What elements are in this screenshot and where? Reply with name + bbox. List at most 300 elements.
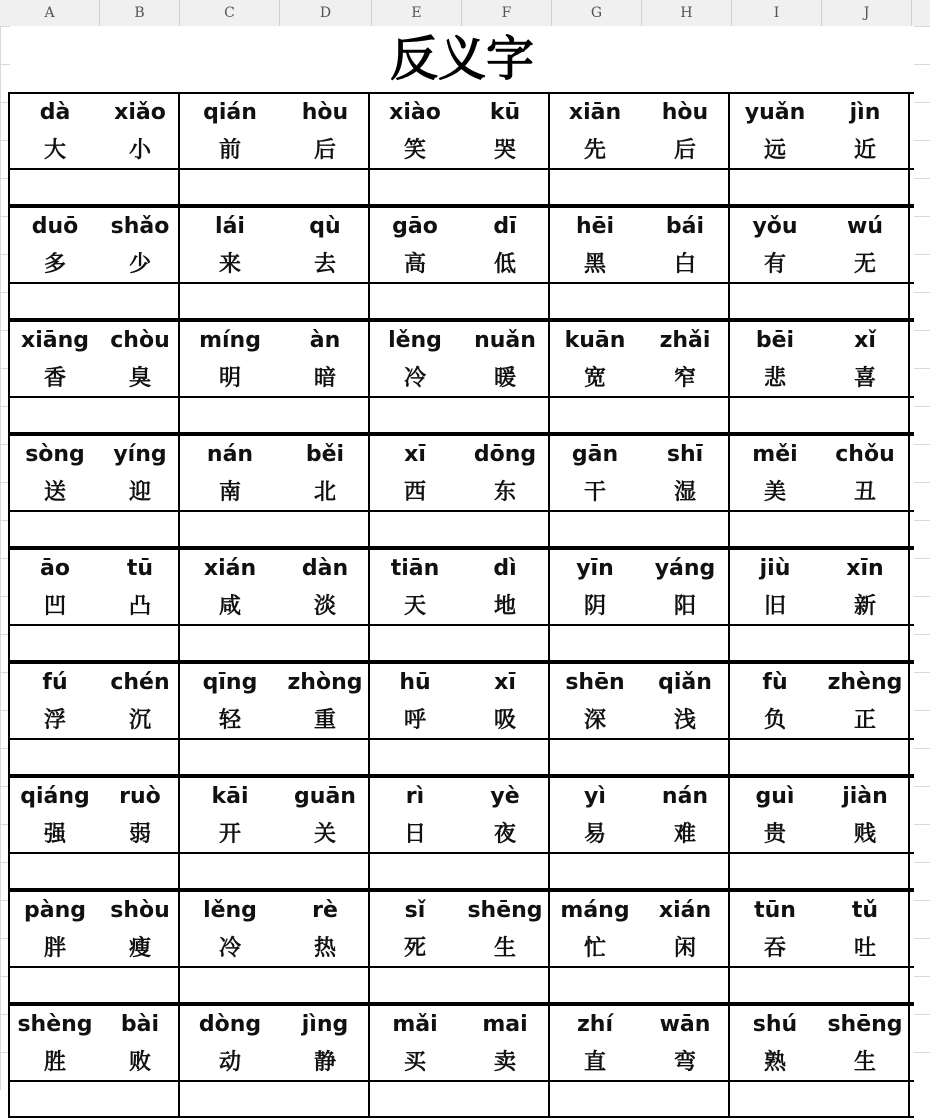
character-cell[interactable] (550, 206, 640, 282)
hanzi-character: 冷 (218, 936, 241, 961)
table-border-line (10, 966, 914, 968)
table-border-line (10, 738, 914, 740)
hanzi-character: 买 (403, 1050, 426, 1075)
pinyin-label: xián (658, 898, 712, 923)
hanzi-character: 湿 (673, 480, 696, 505)
pinyin-label: jìn (849, 100, 881, 125)
character-cell[interactable] (180, 206, 280, 282)
character-cell[interactable] (10, 434, 100, 510)
column-header-bar (0, 0, 930, 27)
character-cell[interactable] (180, 1004, 280, 1080)
table-border-line (10, 396, 914, 398)
character-cell[interactable] (180, 92, 280, 168)
character-cell[interactable] (640, 890, 730, 966)
antonym-row (10, 662, 914, 776)
pinyin-label: xīn (846, 556, 884, 581)
character-cell[interactable] (820, 1004, 910, 1080)
table-border-line (10, 206, 914, 208)
character-cell[interactable] (730, 206, 820, 282)
hanzi-character: 窄 (673, 366, 696, 391)
character-cell[interactable] (100, 548, 180, 624)
pinyin-label: xián (203, 556, 257, 581)
hanzi-character: 日 (403, 822, 426, 847)
character-cell[interactable] (180, 434, 280, 510)
hanzi-character: 西 (403, 480, 426, 505)
hanzi-character: 弱 (128, 822, 151, 847)
table-border-line (10, 320, 914, 322)
table-border-line (10, 852, 914, 854)
character-cell[interactable] (730, 92, 820, 168)
character-cell[interactable] (100, 662, 180, 738)
pinyin-label: měi (752, 442, 798, 467)
hanzi-character: 沉 (128, 708, 151, 733)
hanzi-character: 远 (763, 138, 786, 163)
antonym-pair (730, 662, 910, 776)
hanzi-character: 少 (128, 252, 151, 277)
hanzi-character: 明 (218, 366, 241, 391)
character-cell[interactable] (730, 662, 820, 738)
pinyin-label: rè (312, 898, 338, 923)
character-cell[interactable] (550, 92, 640, 168)
antonym-pair (550, 662, 730, 776)
pinyin-label: jiàn (842, 784, 888, 809)
column-header-a[interactable]: A (0, 0, 100, 26)
antonym-pair (370, 1004, 550, 1118)
character-cell[interactable] (730, 320, 820, 396)
antonym-row (10, 434, 914, 548)
pinyin-label: gāo (392, 214, 438, 239)
pinyin-label: sòng (25, 442, 85, 467)
character-cell[interactable] (370, 320, 460, 396)
hanzi-character: 近 (853, 138, 876, 163)
character-cell[interactable] (730, 434, 820, 510)
character-cell[interactable] (460, 548, 550, 624)
pinyin-label: shèng (17, 1012, 93, 1037)
character-cell[interactable] (460, 320, 550, 396)
hanzi-character: 死 (403, 936, 426, 961)
hanzi-character: 强 (43, 822, 66, 847)
character-cell[interactable] (640, 92, 730, 168)
pinyin-label: guì (755, 784, 795, 809)
table-border-line (10, 548, 914, 550)
pinyin-label: wān (659, 1012, 711, 1037)
pinyin-label: dì (493, 556, 517, 581)
pinyin-label: máng (560, 898, 630, 923)
character-cell[interactable] (820, 776, 910, 852)
pinyin-label: nuǎn (474, 328, 536, 353)
hanzi-character: 胖 (43, 936, 66, 961)
character-cell[interactable] (10, 92, 100, 168)
character-cell[interactable] (280, 776, 370, 852)
hanzi-character: 热 (313, 936, 336, 961)
hanzi-character: 咸 (218, 594, 241, 619)
pinyin-label: yáng (654, 556, 716, 581)
pinyin-label: hū (399, 670, 431, 695)
character-cell[interactable] (180, 776, 280, 852)
pinyin-label: lěng (388, 328, 442, 353)
character-cell[interactable] (640, 434, 730, 510)
pinyin-label: tūn (754, 898, 796, 923)
pinyin-label: mai (482, 1012, 528, 1037)
character-cell[interactable] (460, 434, 550, 510)
column-header-i[interactable]: I (732, 0, 822, 26)
pinyin-label: shòu (110, 898, 170, 923)
hanzi-character: 瘦 (128, 936, 151, 961)
hanzi-character: 正 (853, 708, 876, 733)
table-border-line (10, 168, 914, 170)
antonym-row (10, 548, 914, 662)
hanzi-character: 暖 (493, 366, 516, 391)
pinyin-label: jìng (301, 1012, 349, 1037)
character-cell[interactable] (10, 890, 100, 966)
character-cell[interactable] (550, 1004, 640, 1080)
antonym-pair (180, 1004, 370, 1118)
antonym-pair (180, 662, 370, 776)
hanzi-character: 低 (493, 252, 516, 277)
character-cell[interactable] (460, 1004, 550, 1080)
character-cell[interactable] (640, 776, 730, 852)
pinyin-label: shú (752, 1012, 798, 1037)
hanzi-character: 地 (493, 594, 516, 619)
pinyin-label: míng (199, 328, 261, 353)
character-cell[interactable] (460, 92, 550, 168)
character-cell[interactable] (370, 434, 460, 510)
pinyin-label: tū (126, 556, 154, 581)
hanzi-character: 先 (583, 138, 606, 163)
character-cell[interactable] (10, 206, 100, 282)
hanzi-character: 凹 (43, 594, 66, 619)
column-header-g[interactable]: G (552, 0, 642, 26)
pinyin-label: qù (309, 214, 341, 239)
antonym-row (10, 206, 914, 320)
character-cell[interactable] (370, 92, 460, 168)
character-cell[interactable] (550, 662, 640, 738)
antonym-row (10, 776, 914, 890)
hanzi-character: 迎 (128, 480, 151, 505)
character-cell[interactable] (370, 662, 460, 738)
character-cell[interactable] (820, 548, 910, 624)
antonym-pair (730, 890, 910, 1004)
hanzi-character: 吐 (853, 936, 876, 961)
pinyin-label: bēi (755, 328, 795, 353)
pinyin-label: běi (305, 442, 345, 467)
pinyin-label: chén (110, 670, 170, 695)
character-cell[interactable] (640, 662, 730, 738)
character-cell[interactable] (730, 776, 820, 852)
hanzi-character: 难 (673, 822, 696, 847)
character-cell[interactable] (10, 1004, 100, 1080)
character-cell[interactable] (550, 890, 640, 966)
character-cell[interactable] (640, 320, 730, 396)
hanzi-character: 冷 (403, 366, 426, 391)
antonym-pair (10, 434, 180, 548)
character-cell[interactable] (550, 434, 640, 510)
antonym-pair (10, 206, 180, 320)
hanzi-character: 动 (218, 1050, 241, 1075)
pinyin-label: rì (405, 784, 425, 809)
table-border-line (10, 776, 914, 778)
pinyin-label: mǎi (392, 1012, 438, 1037)
pinyin-label: xiāng (21, 328, 89, 353)
hanzi-character: 静 (313, 1050, 336, 1075)
character-cell[interactable] (460, 662, 550, 738)
pinyin-label: nán (661, 784, 709, 809)
antonym-pair (370, 548, 550, 662)
antonym-pair (370, 890, 550, 1004)
character-cell[interactable] (280, 548, 370, 624)
antonym-pair (10, 320, 180, 434)
column-header-d[interactable]: D (280, 0, 372, 26)
character-cell[interactable] (280, 890, 370, 966)
pinyin-label: tiān (390, 556, 440, 581)
pinyin-label: bái (665, 214, 705, 239)
antonym-pair (370, 92, 550, 206)
antonym-pair (730, 92, 910, 206)
antonym-pair (550, 890, 730, 1004)
character-cell[interactable] (100, 1004, 180, 1080)
hanzi-character: 熟 (763, 1050, 786, 1075)
hanzi-character: 去 (313, 252, 336, 277)
antonym-pair (550, 548, 730, 662)
antonym-row (10, 1004, 914, 1118)
pinyin-label: xiǎo (114, 100, 166, 125)
pinyin-label: bài (120, 1012, 160, 1037)
column-header-b[interactable]: B (100, 0, 180, 26)
character-cell[interactable] (180, 320, 280, 396)
pinyin-label: lěng (203, 898, 257, 923)
antonym-pair (370, 320, 550, 434)
hanzi-character: 阳 (673, 594, 696, 619)
hanzi-character: 轻 (218, 708, 241, 733)
hanzi-character: 负 (763, 708, 786, 733)
antonym-pair (180, 206, 370, 320)
character-cell[interactable] (10, 776, 100, 852)
pinyin-label: qiáng (20, 784, 90, 809)
character-cell[interactable] (100, 320, 180, 396)
pinyin-label: kuān (564, 328, 626, 353)
hanzi-character: 无 (853, 252, 876, 277)
character-cell[interactable] (280, 662, 370, 738)
hanzi-character: 前 (218, 138, 241, 163)
table-border-line (10, 662, 914, 664)
hanzi-character: 旧 (763, 594, 786, 619)
pinyin-label: guān (294, 784, 356, 809)
pinyin-label: shī (666, 442, 704, 467)
hanzi-character: 深 (583, 708, 606, 733)
hanzi-character: 香 (43, 366, 66, 391)
pinyin-label: yì (584, 784, 606, 809)
character-cell[interactable] (640, 206, 730, 282)
column-header-f[interactable]: F (462, 0, 552, 26)
pinyin-label: shēn (565, 670, 625, 695)
pinyin-label: hòu (301, 100, 349, 125)
pinyin-label: zhǎi (659, 328, 711, 353)
pinyin-label: yè (490, 784, 520, 809)
antonym-pair (10, 776, 180, 890)
character-cell[interactable] (460, 206, 550, 282)
column-header-j[interactable]: J (822, 0, 912, 26)
antonym-pair (370, 434, 550, 548)
character-cell[interactable] (640, 1004, 730, 1080)
table-border-line (10, 92, 914, 94)
pinyin-label: ruò (119, 784, 161, 809)
character-cell[interactable] (100, 92, 180, 168)
hanzi-character: 喜 (853, 366, 876, 391)
character-cell[interactable] (180, 890, 280, 966)
character-cell[interactable] (550, 320, 640, 396)
hanzi-character: 后 (673, 138, 696, 163)
character-cell[interactable] (10, 662, 100, 738)
hanzi-character: 多 (43, 252, 66, 277)
hanzi-character: 忙 (583, 936, 606, 961)
character-cell[interactable] (10, 548, 100, 624)
character-cell[interactable] (820, 662, 910, 738)
character-cell[interactable] (280, 434, 370, 510)
hanzi-character: 天 (403, 594, 426, 619)
antonym-pair (730, 206, 910, 320)
hanzi-character: 吸 (493, 708, 516, 733)
pinyin-label: xǐ (854, 328, 876, 353)
character-cell[interactable] (370, 1004, 460, 1080)
antonym-pair (550, 1004, 730, 1118)
table-border-line (10, 890, 914, 892)
character-cell[interactable] (100, 890, 180, 966)
character-cell[interactable] (100, 206, 180, 282)
pinyin-label: xī (494, 670, 516, 695)
pinyin-label: dà (39, 100, 71, 125)
character-cell[interactable] (280, 1004, 370, 1080)
antonym-pair (730, 548, 910, 662)
hanzi-character: 小 (128, 138, 151, 163)
pinyin-label: qián (203, 100, 257, 125)
character-cell[interactable] (10, 320, 100, 396)
hanzi-character: 浅 (673, 708, 696, 733)
hanzi-character: 宽 (583, 366, 606, 391)
character-cell[interactable] (550, 548, 640, 624)
hanzi-character: 后 (313, 138, 336, 163)
character-cell[interactable] (370, 890, 460, 966)
hanzi-character: 黑 (583, 252, 606, 277)
antonym-pair (550, 320, 730, 434)
pinyin-label: xiào (389, 100, 441, 125)
hanzi-character: 丑 (853, 480, 876, 505)
pinyin-label: qiǎn (658, 670, 712, 695)
hanzi-character: 悲 (763, 366, 786, 391)
hanzi-character: 干 (583, 480, 606, 505)
character-cell[interactable] (820, 92, 910, 168)
column-header-e[interactable]: E (372, 0, 462, 26)
antonym-pair (10, 548, 180, 662)
character-cell[interactable] (640, 548, 730, 624)
antonym-pair (550, 206, 730, 320)
hanzi-character: 哭 (493, 138, 516, 163)
antonym-pair (180, 434, 370, 548)
character-cell[interactable] (820, 890, 910, 966)
pinyin-label: shēng (467, 898, 543, 923)
hanzi-character: 高 (403, 252, 426, 277)
table-border-line (10, 1004, 914, 1006)
antonym-pair (180, 548, 370, 662)
antonym-pair (370, 662, 550, 776)
character-cell[interactable] (730, 1004, 820, 1080)
character-cell[interactable] (280, 320, 370, 396)
pinyin-label: shǎo (110, 214, 170, 239)
character-cell[interactable] (100, 434, 180, 510)
hanzi-character: 败 (128, 1050, 151, 1075)
character-cell[interactable] (550, 776, 640, 852)
character-cell[interactable] (370, 548, 460, 624)
character-cell[interactable] (370, 776, 460, 852)
character-cell[interactable] (820, 434, 910, 510)
hanzi-character: 东 (493, 480, 516, 505)
pinyin-label: dòng (198, 1012, 262, 1037)
character-cell[interactable] (730, 548, 820, 624)
antonym-pair (730, 1004, 910, 1118)
column-header-c[interactable]: C (180, 0, 280, 26)
character-cell[interactable] (180, 662, 280, 738)
pinyin-label: fù (762, 670, 788, 695)
hanzi-character: 贵 (763, 822, 786, 847)
hanzi-character: 易 (583, 822, 606, 847)
column-header-h[interactable]: H (642, 0, 732, 26)
pinyin-label: tǔ (851, 898, 879, 923)
character-cell[interactable] (820, 320, 910, 396)
pinyin-label: xiān (568, 100, 622, 125)
pinyin-label: zhòng (287, 670, 363, 695)
character-cell[interactable] (280, 92, 370, 168)
character-cell[interactable] (180, 548, 280, 624)
hanzi-character: 笑 (403, 138, 426, 163)
antonym-pair (180, 320, 370, 434)
antonym-row (10, 320, 914, 434)
pinyin-label: qīng (202, 670, 258, 695)
hanzi-character: 大 (43, 138, 66, 163)
hanzi-character: 关 (313, 822, 336, 847)
pinyin-label: dàn (301, 556, 349, 581)
table-border-line (10, 510, 914, 512)
pinyin-label: zhèng (827, 670, 903, 695)
character-cell[interactable] (280, 206, 370, 282)
hanzi-character: 重 (313, 708, 336, 733)
pinyin-label: kū (489, 100, 521, 125)
table-border-line (10, 282, 914, 284)
spreadsheet-grid[interactable] (0, 26, 930, 1090)
pinyin-label: pàng (23, 898, 86, 923)
character-cell[interactable] (370, 206, 460, 282)
character-cell[interactable] (820, 206, 910, 282)
character-cell[interactable] (460, 776, 550, 852)
antonym-pair (730, 434, 910, 548)
hanzi-character: 吞 (763, 936, 786, 961)
antonym-pair (180, 890, 370, 1004)
pinyin-label: xī (404, 442, 426, 467)
character-cell[interactable] (100, 776, 180, 852)
pinyin-label: dōng (473, 442, 537, 467)
hanzi-character: 呼 (403, 708, 426, 733)
antonym-pair (730, 320, 910, 434)
table-border-line (10, 624, 914, 626)
hanzi-character: 来 (218, 252, 241, 277)
table-left-border (8, 92, 10, 1118)
hanzi-character: 闲 (673, 936, 696, 961)
pinyin-label: sǐ (404, 898, 426, 923)
hanzi-character: 美 (763, 480, 786, 505)
pinyin-label: chòu (110, 328, 170, 353)
character-cell[interactable] (460, 890, 550, 966)
hanzi-character: 白 (673, 252, 696, 277)
pinyin-label: hēi (575, 214, 615, 239)
character-cell[interactable] (730, 890, 820, 966)
